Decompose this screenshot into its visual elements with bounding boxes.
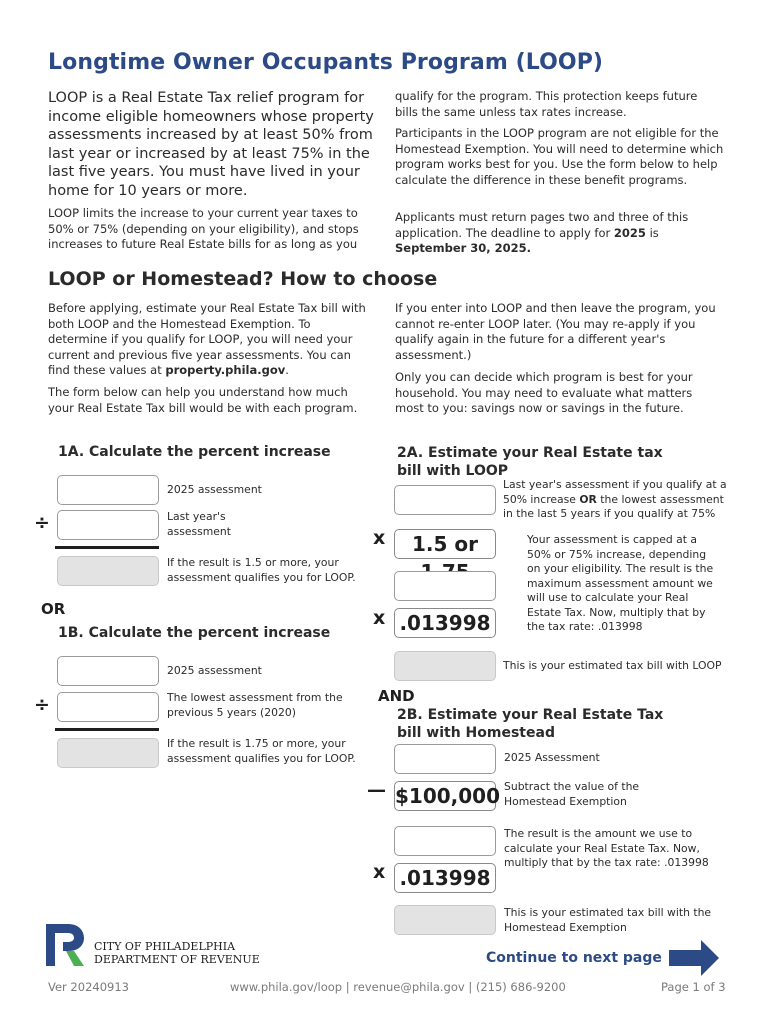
multiply-icon: x: [373, 607, 386, 629]
calc-2a-row1-suffix: the lowest assessment in the last 5 years if you qualify at 75%: [503, 492, 724, 520]
department-name: [94, 940, 260, 966]
logo-line-2: DEPARTMENT OF REVENUE: [94, 953, 260, 966]
applicants-year: 2025: [613, 225, 646, 240]
calc-2a-cap-label: Your assessment is capped at a 50% or 75% increase, depending on your eligibility. The result is the maximum assessment amount we will use to calculate your Real Estate Tax. Now, multiply that by the tax rate: .013998: [527, 533, 714, 633]
divide-icon: ÷: [34, 694, 50, 716]
calc-2a-result-label: This is your estimated tax bill with LOOP: [503, 659, 722, 672]
divider-line: [55, 728, 159, 731]
page-title: Longtime Owner Occupants Program (LOOP): [48, 50, 604, 75]
calc-1a-last-year-input[interactable]: [57, 510, 159, 540]
loop-limits-continued: qualify for the program. This protection keeps future bills the same unless tax rates increase.: [395, 89, 698, 119]
minus-icon: —: [367, 779, 386, 801]
calc-1a-current-assessment-input[interactable]: [57, 475, 159, 505]
calc-2b-assessment-input[interactable]: [394, 744, 496, 774]
choose-p1-text: Before applying, estimate your Real Estate Tax bill with both LOOP and the Homestead Exemption. To determine if you qualify for LOOP, you will need your current and previous five year assessments. You can find these values at: [48, 301, 366, 377]
applicants-text: Applicants must return pages two and three of this application. The deadline to apply for: [395, 210, 689, 240]
calc-1a-title: 1A. Calculate the percent increase: [58, 444, 331, 460]
deadline-date: September 30, 2025.: [395, 241, 532, 255]
version-label: Ver 20240913: [48, 980, 129, 994]
contact-info: www.phila.gov/loop | revenue@phila.gov | (215) 686-9200: [230, 980, 566, 994]
choose-heading: LOOP or Homestead? How to choose: [48, 268, 438, 290]
calc-2a-row1-text: Last year's assessment if you qualify at a 50% increase: [503, 478, 727, 506]
choose-paragraph-2: The form below can help you understand how much your Real Estate Tax bill would be with each program.: [48, 385, 358, 415]
city-logo-icon: [46, 924, 86, 966]
calc-2b-result1-label: The result is the amount we use to calculate your Real Estate Tax. Now, multiply that by the tax rate: .013998: [504, 827, 709, 869]
divider-line: [55, 546, 159, 549]
intro-paragraph: LOOP is a Real Estate Tax relief program for income eligible homeowners whose property assessments increased by at least 50% from last year or increased by at least 75% in the last five years. You must have lived in your home for 10 years or more.: [48, 90, 374, 199]
choose-paragraph-1: [48, 301, 373, 379]
calc-1a-row1-label: 2025 assessment: [167, 483, 262, 496]
multiply-icon: x: [373, 861, 386, 883]
applicants-paragraph: [395, 210, 720, 257]
divide-icon: ÷: [34, 512, 50, 534]
calc-1a-result-box[interactable]: [57, 556, 159, 586]
calc-1b-lowest-assessment-input[interactable]: [57, 692, 159, 722]
calc-1b-row1-label: 2025 assessment: [167, 664, 262, 677]
calc-2a-tax-rate-value: .013998: [394, 608, 496, 638]
choose-paragraph-4: Only you can decide which program is best for your household. You may need to evaluate what matters most to you: savings now or savings in the future.: [395, 370, 693, 415]
calc-2a-factor-value: 1.5 or: [394, 529, 496, 559]
calc-2a-row1-label: [503, 478, 733, 522]
page-number: Page 1 of 3: [661, 980, 726, 994]
calc-2a-row1-or: OR: [579, 492, 597, 506]
calc-2b-tax-rate-value: .013998: [394, 863, 496, 893]
calc-2b-exemption-value: $100,000: [394, 781, 496, 811]
calc-1b-row2-label: The lowest assessment from the previous 5 years (2020): [167, 691, 343, 719]
or-label: OR: [41, 600, 66, 618]
calc-2a-title: 2A. Estimate your Real Estate tax bill with LOOP: [397, 445, 663, 479]
calc-1b-result-box[interactable]: [57, 738, 159, 768]
applicants-mid: is: [645, 225, 659, 240]
choose-paragraph-3: If you enter into LOOP and then leave the program, you cannot re-enter LOOP later. (You may re-apply if you qualify again in the future for a different year's assessment.): [395, 301, 716, 362]
property-link[interactable]: property.phila.gov: [165, 363, 286, 377]
calc-2b-taxable-amount-input[interactable]: [394, 826, 496, 856]
calc-2a-assessment-input[interactable]: [394, 485, 496, 515]
calc-2b-exemption-label: Subtract the value of the Homestead Exemption: [504, 780, 640, 808]
calc-2b-row1-label: 2025 Assessment: [504, 751, 600, 764]
continue-label[interactable]: Continue to next page: [486, 950, 662, 966]
choose-p1-suffix: .: [285, 363, 289, 377]
calc-1b-title: 1B. Calculate the percent increase: [58, 625, 331, 641]
multiply-icon: x: [373, 527, 386, 549]
calc-2b-result2-label: This is your estimated tax bill with the Homestead Exemption: [504, 906, 712, 934]
calc-2b-result-box[interactable]: [394, 905, 496, 935]
calc-2a-result-box[interactable]: [394, 651, 496, 681]
logo-line-1: CITY OF PHILADELPHIA: [94, 940, 236, 953]
calc-1a-result-label: If the result is 1.5 or more, your assessment qualifies you for LOOP.: [167, 556, 356, 584]
and-label: AND: [378, 687, 415, 705]
loop-limits-paragraph: LOOP limits the increase to your current year taxes to 50% or 75% (depending on your eligibility), and stops increases to future Real Estate bills for as long as you: [48, 206, 359, 251]
calc-1a-row2-label: Last year's assessment: [167, 510, 231, 538]
participants-paragraph: Participants in the LOOP program are not eligible for the Homestead Exemption. You will need to determine which program works best for you. Use the form below to help calculate the difference in these benefit programs.: [395, 126, 724, 187]
arrow-right-icon[interactable]: [669, 940, 719, 980]
calc-2b-title: 2B. Estimate your Real Estate Tax bill with Homestead: [397, 707, 664, 741]
calc-1b-current-assessment-input[interactable]: [57, 656, 159, 686]
calc-1b-result-label: If the result is 1.75 or more, your assessment qualifies you for LOOP.: [167, 737, 356, 765]
calc-2a-capped-assessment-input[interactable]: [394, 571, 496, 601]
